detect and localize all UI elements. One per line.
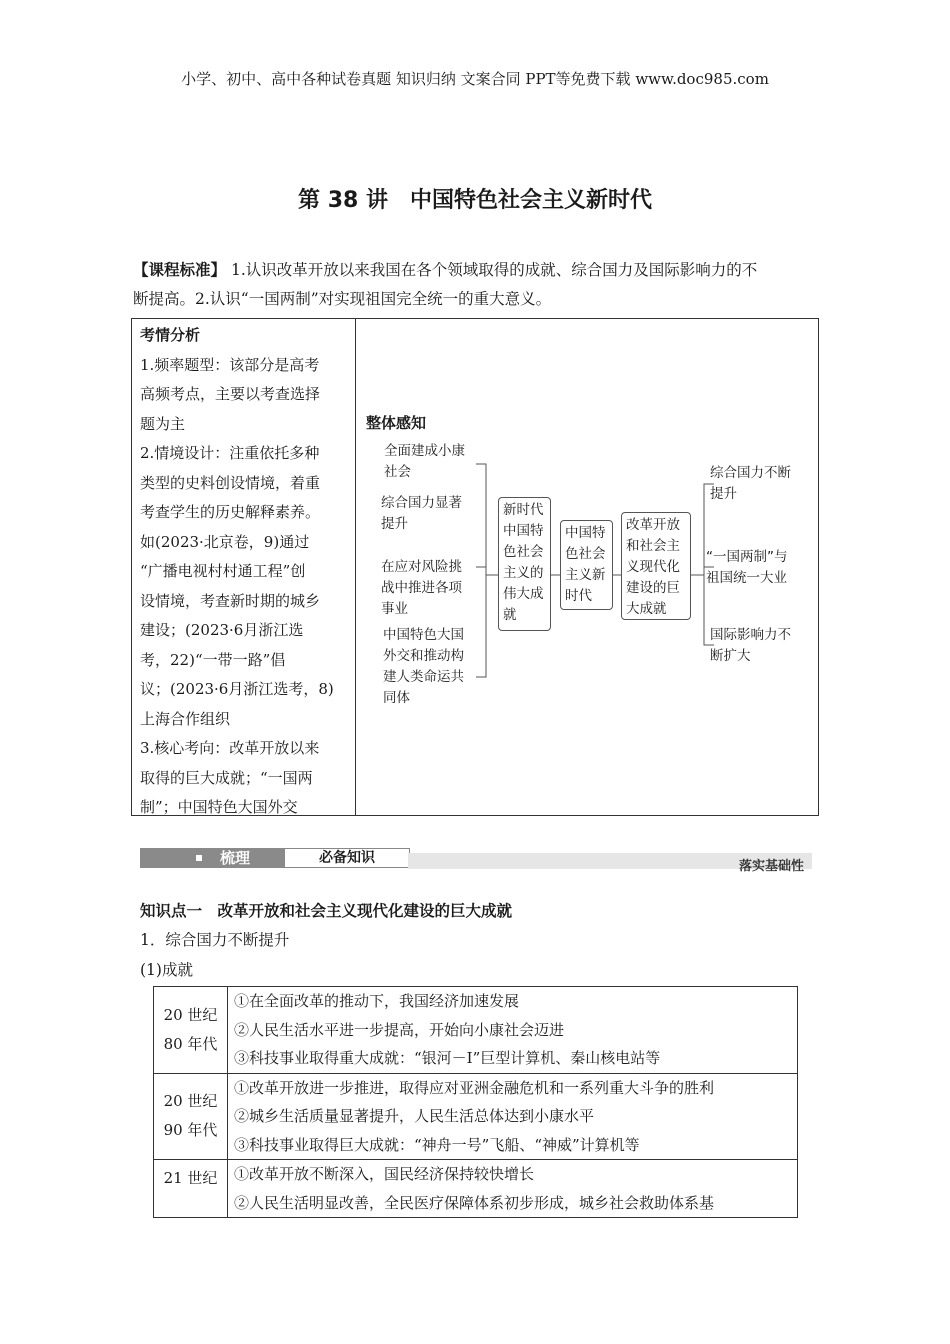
- map-left-node: [381, 493, 462, 535]
- map-text: 主义新: [565, 567, 606, 583]
- map-text: 综合国力不断: [710, 465, 791, 481]
- items-cell: [228, 1160, 798, 1218]
- item-text: ①改革开放不断深入，国民经济保持较快增长: [234, 1165, 535, 1183]
- item-text: ②人民生活水平进一步提高，开始向小康社会迈进: [234, 1020, 565, 1039]
- section-banner: [140, 846, 812, 872]
- era-cell: [154, 987, 228, 1074]
- table-row: [154, 987, 798, 1074]
- map-right-node: [710, 625, 791, 667]
- map-text: 中国特: [565, 525, 606, 541]
- era-cell: [154, 1160, 228, 1218]
- map-text: 中国特色大国: [383, 627, 464, 643]
- overview-frame: [131, 318, 819, 816]
- map-text: 色社会: [565, 546, 606, 562]
- map-text: 建设的巨: [626, 580, 680, 596]
- map-text: 就: [503, 607, 517, 623]
- analysis-line: 考查学生的历史解释素养。: [140, 503, 321, 521]
- table-row: [154, 1073, 798, 1160]
- map-left-node: [383, 625, 464, 709]
- concept-map: [356, 319, 819, 815]
- map-box-achievements: [498, 497, 551, 631]
- map-text: 外交和推动构: [383, 648, 464, 664]
- page-header: 小学、初中、高中各种试卷真题 知识归纳 文案合同 PPT等免费下载 www.doc985.com: [181, 70, 769, 88]
- analysis-line: 设情境，考查新时期的城乡: [140, 591, 321, 610]
- curriculum-standard: [133, 256, 823, 314]
- analysis-line: 题为主: [140, 414, 186, 433]
- map-box-new-era: [560, 520, 613, 610]
- achievements-table: [153, 986, 798, 1218]
- item-text: ①改革开放进一步推进，取得应对亚洲金融危机和一系列重大斗争的胜利: [234, 1078, 715, 1097]
- map-box-reform: [621, 512, 691, 620]
- section-label-block: [140, 848, 284, 868]
- map-text: “一国两制”与: [706, 549, 788, 565]
- curriculum-line1: 1.认识改革开放以来我国在各个领域取得的成就、综合国力及国际影响力的不: [230, 261, 758, 279]
- map-text: 中国特: [503, 523, 544, 539]
- section-right-label: 落实基础性: [738, 859, 804, 874]
- concept-map-heading: 整体感知: [366, 414, 427, 432]
- curriculum-label: 【课程标准】: [133, 261, 227, 279]
- page-title: 第 38 讲 中国特色社会主义新时代: [298, 188, 652, 213]
- era-text: 20 世纪: [163, 1005, 218, 1024]
- table-row: [154, 1160, 798, 1218]
- map-text: 全面建成小康: [384, 443, 465, 459]
- map-text: 色社会: [503, 544, 544, 560]
- map-text: 国际影响力不: [710, 627, 791, 643]
- era-text: 21 世纪: [163, 1169, 218, 1187]
- era-text: 20 世纪: [163, 1092, 218, 1111]
- map-text: 综合国力显著: [381, 495, 462, 511]
- section-label: 梳理: [220, 849, 251, 867]
- analysis-line: 制”；中国特色大国外交: [140, 798, 298, 816]
- map-text: 和社会主: [626, 538, 680, 554]
- map-left-node: [384, 441, 465, 483]
- map-text: 大成就: [626, 601, 667, 617]
- analysis-line: 类型的史料创设情境，着重: [140, 473, 321, 492]
- map-text: 建人类命运共: [383, 669, 464, 685]
- analysis-line: 取得的巨大成就；“一国两: [140, 768, 313, 787]
- analysis-line: 考，22)“一带一路”倡: [140, 650, 286, 669]
- map-text: 时代: [565, 588, 592, 604]
- map-right-node: [706, 547, 788, 589]
- analysis-line: “广播电视村村通工程”创: [140, 562, 306, 580]
- era-cell: [154, 1073, 228, 1160]
- section-tab: 必备知识: [284, 848, 410, 868]
- item-text: ②人民生活明显改善，全民医疗保障体系初步形成，城乡社会救助体系基: [234, 1193, 715, 1212]
- analysis-heading: 考情分析: [140, 326, 201, 344]
- curriculum-line2: 断提高。2.认识“一国两制”对实现祖国完全统一的重大意义。: [133, 290, 552, 308]
- analysis-line: 高频考点，主要以考查选择: [140, 385, 321, 403]
- knowledge-sub1: 1．综合国力不断提升: [140, 931, 290, 949]
- map-text: 改革开放: [626, 517, 680, 533]
- map-text: 在应对风险挑: [381, 559, 462, 575]
- map-text: 新时代: [503, 502, 544, 518]
- analysis-line: 2.情境设计：注重依托多种: [140, 444, 320, 462]
- map-text: 断扩大: [710, 648, 751, 664]
- items-cell: [228, 987, 798, 1074]
- map-text: 同体: [383, 690, 410, 706]
- era-text: 90 年代: [163, 1121, 218, 1140]
- bullet-square-icon: [196, 855, 202, 861]
- item-text: ③科技事业取得重大成就：“银河－Ⅰ”巨型计算机、秦山核电站等: [234, 1049, 661, 1067]
- knowledge-point-title: 知识点一 改革开放和社会主义现代化建设的巨大成就: [140, 902, 513, 920]
- map-text: 事业: [381, 601, 408, 617]
- map-text: 提升: [381, 516, 408, 532]
- map-text: 社会: [384, 464, 411, 480]
- item-text: ①在全面改革的推动下，我国经济加速发展: [234, 992, 520, 1010]
- exam-analysis: [140, 321, 350, 823]
- analysis-line: 1.频率题型：该部分是高考: [140, 355, 320, 374]
- map-text: 主义的: [503, 565, 544, 581]
- map-right-node: [710, 463, 791, 505]
- analysis-line: 3.核心考向：改革开放以来: [140, 739, 320, 757]
- map-text: 提升: [710, 486, 737, 502]
- item-text: ②城乡生活质量显著提升，人民生活总体达到小康水平: [234, 1107, 595, 1125]
- analysis-line: 上海合作组织: [140, 709, 231, 728]
- map-text: 祖国统一大业: [706, 570, 787, 586]
- era-text: 80 年代: [163, 1034, 218, 1053]
- knowledge-sub2: (1)成就: [140, 961, 193, 979]
- analysis-line: 如(2023·北京卷，9)通过: [140, 532, 310, 551]
- items-cell: [228, 1073, 798, 1160]
- map-text: 战中推进各项: [381, 580, 462, 596]
- map-left-node: [381, 557, 462, 620]
- map-text: 伟大成: [503, 586, 544, 602]
- item-text: ③科技事业取得巨大成就：“神舟一号”飞船、“神威”计算机等: [234, 1135, 640, 1154]
- analysis-line: 建设；(2023·6月浙江选: [140, 621, 304, 639]
- analysis-line: 议；(2023·6月浙江选考，8): [140, 680, 334, 698]
- map-text: 义现代化: [626, 559, 680, 575]
